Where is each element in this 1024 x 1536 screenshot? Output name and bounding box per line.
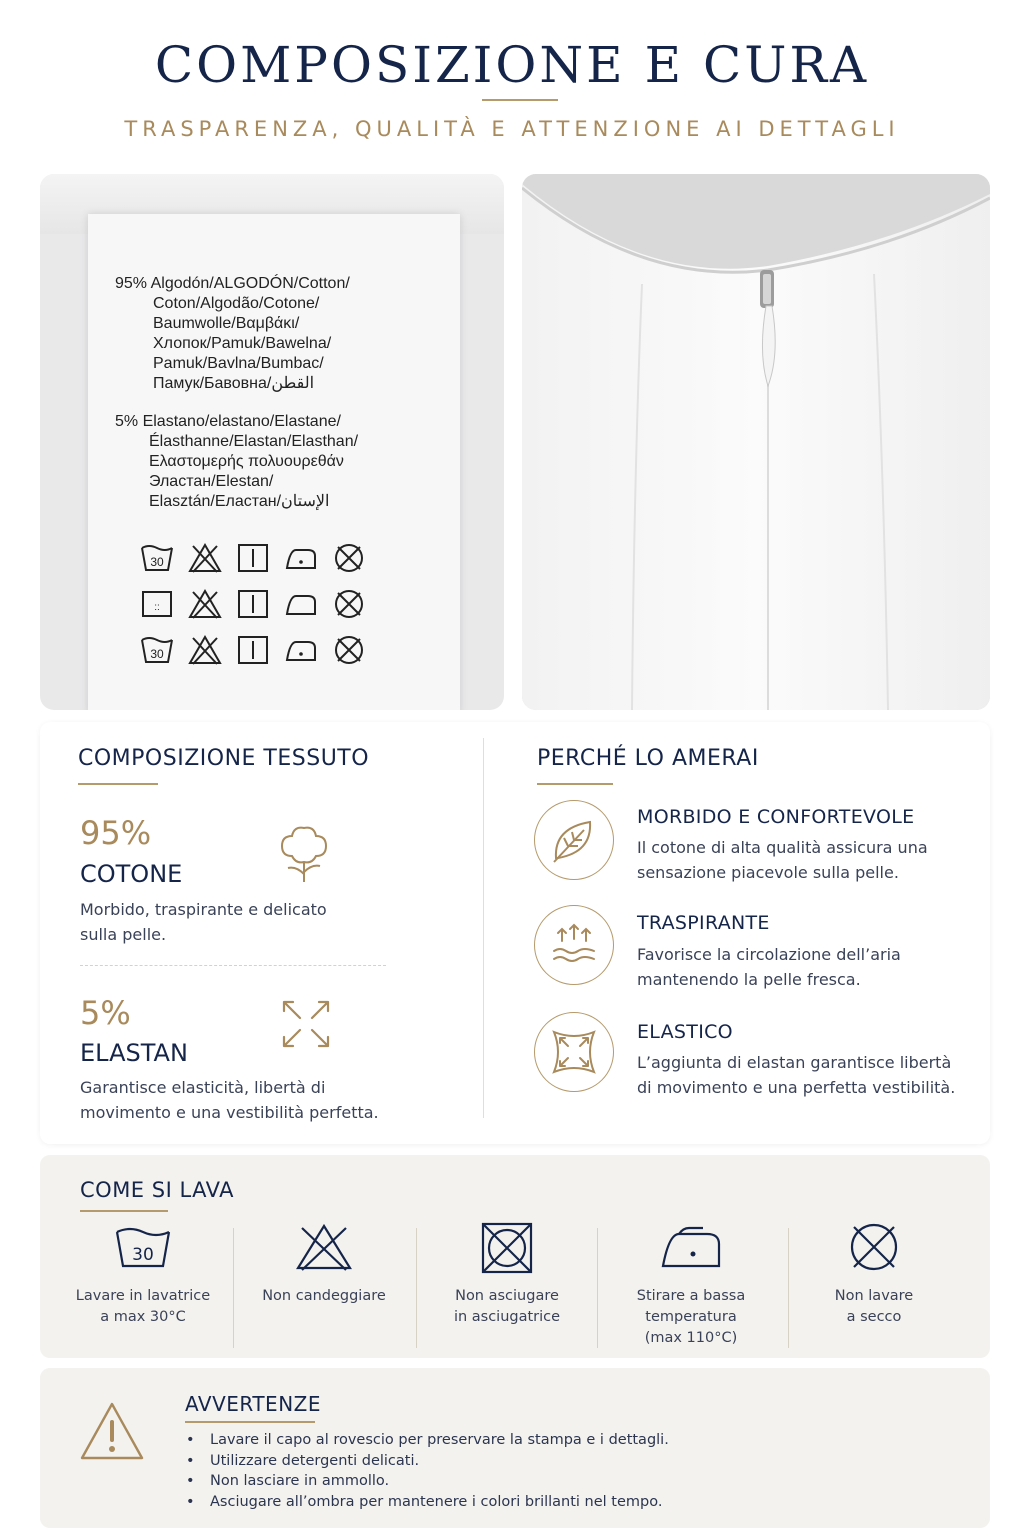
warnings-heading: AVVERTENZE — [185, 1392, 321, 1416]
wash-instruction — [244, 1222, 404, 1307]
cotton-flower-icon — [274, 822, 334, 884]
desc-line: L’aggiunta di elastan garantisce libertà — [637, 1053, 952, 1072]
line-dry-icon — [236, 542, 270, 574]
label-line: Хлопок/Pamuk/Bawelna/ — [153, 335, 332, 352]
zipper-photo — [522, 174, 990, 710]
warning-item: • Utilizzare detergenti delicati. — [186, 1451, 669, 1472]
wash-label: in asciugatrice — [453, 1309, 561, 1325]
page-subtitle: TRASPARENZA, QUALITÀ E ATTENZIONE AI DETTAGLI — [124, 117, 900, 141]
wash-separator — [233, 1228, 234, 1348]
label-line: Coton/Algodão/Cotone/ — [153, 295, 320, 312]
heading-underline — [537, 783, 613, 785]
benefit-title: ELASTICO — [637, 1021, 733, 1043]
wash-label: Non asciugare — [455, 1288, 559, 1304]
zipper-illustration — [522, 174, 990, 710]
care-label-photo — [40, 174, 504, 710]
heading-underline — [80, 1210, 168, 1212]
svg-text:30: 30 — [150, 647, 164, 661]
cotton-name: COTONE — [80, 860, 183, 888]
wash-separator — [416, 1228, 417, 1348]
benefits-heading: PERCHÉ LO AMERAI — [537, 746, 759, 771]
warning-item: • Non lasciare in ammollo. — [186, 1471, 669, 1492]
wash-instruction — [62, 1222, 224, 1328]
label-line: 95% Algodón/ALGODÓN/Cotton/ — [115, 275, 350, 292]
label-line: Эластан/Elestan/ — [149, 473, 274, 490]
desc-line: sulla pelle. — [80, 925, 167, 944]
iron-icon — [284, 542, 318, 574]
label-care-symbols — [140, 542, 366, 680]
no-dry-clean-icon — [332, 634, 366, 666]
wash-label: Non candeggiare — [262, 1288, 386, 1304]
wash-separator — [788, 1228, 789, 1348]
hand-wash-icon — [140, 588, 174, 620]
elastane-name: ELASTAN — [80, 1039, 188, 1067]
line-dry-icon — [236, 634, 270, 666]
no-bleach-icon — [188, 588, 222, 620]
wash-heading: COME SI LAVA — [80, 1178, 235, 1202]
wash-label: Non lavare — [834, 1288, 914, 1304]
desc-line: Il cotone di alta qualità assicura una — [637, 838, 928, 857]
composition-heading: COMPOSIZIONE TESSUTO — [78, 746, 370, 771]
label-line: Pamuk/Bavlna/Bumbac/ — [153, 355, 324, 372]
wash-instruction — [428, 1222, 586, 1328]
heading-underline — [78, 783, 158, 785]
warning-triangle-icon — [78, 1400, 146, 1462]
desc-line: di movimento e una perfetta vestibilità. — [637, 1078, 956, 1097]
benefit-description — [637, 1050, 977, 1100]
line-dry-icon — [236, 588, 270, 620]
no-dry-clean-icon — [844, 1222, 904, 1272]
benefit-description — [637, 835, 967, 885]
desc-line: Morbido, traspirante e delicato — [80, 900, 327, 919]
desc-line: Favorisce la circolazione dell’aria — [637, 945, 901, 964]
svg-text:30: 30 — [150, 555, 164, 569]
label-line: Elasztán/Еластан/الإستان — [149, 493, 330, 510]
elastane-percent: 5% — [80, 994, 131, 1032]
heading-underline — [185, 1421, 315, 1423]
leaf-icon — [534, 800, 614, 880]
wash-30-icon — [140, 542, 174, 574]
benefit-description — [637, 942, 967, 992]
page-title: COMPOSIZIONE E CURA — [154, 36, 870, 94]
no-dry-clean-icon — [332, 588, 366, 620]
wash-label: (max 110°C) — [644, 1330, 738, 1346]
care-label-text — [115, 274, 445, 512]
cotton-description — [80, 897, 327, 947]
warnings-list — [186, 1430, 669, 1512]
warning-item: • Asciugare all’ombra per mantenere i colori brillanti nel tempo. — [186, 1492, 669, 1513]
benefit-title: MORBIDO E CONFORTEVOLE — [637, 806, 915, 828]
wash-label: a max 30°C — [100, 1309, 186, 1325]
iron-icon — [284, 588, 318, 620]
title-divider — [482, 99, 558, 101]
composition-divider — [80, 965, 386, 966]
iron-low-icon — [659, 1222, 723, 1272]
iron-icon — [284, 634, 318, 666]
stretch-fabric-icon — [534, 1012, 614, 1092]
desc-line: mantenendo la pelle fresca. — [637, 970, 861, 989]
wash-instruction — [610, 1222, 772, 1349]
desc-line: movimento e una vestibilità perfetta. — [80, 1103, 379, 1122]
stretch-arrows-icon — [280, 998, 332, 1050]
label-line: Ελαστομερής πολυουρεθάν — [149, 453, 344, 470]
no-bleach-icon — [188, 542, 222, 574]
wash-separator — [597, 1228, 598, 1348]
elastane-description — [80, 1075, 379, 1125]
wash-label: Lavare in lavatrice — [75, 1288, 211, 1304]
wash-30-icon — [140, 634, 174, 666]
no-bleach-icon — [294, 1222, 354, 1272]
no-dry-clean-icon — [332, 542, 366, 574]
wash-30-icon — [113, 1222, 173, 1272]
warning-item: • Lavare il capo al rovescio per preservare la stampa e i dettagli. — [186, 1430, 669, 1451]
benefit-title: TRASPIRANTE — [637, 912, 770, 934]
label-line: Baumwolle/Βαμβάκι/ — [153, 315, 300, 332]
airflow-icon — [534, 905, 614, 985]
svg-text:30: 30 — [132, 1245, 154, 1265]
wash-label: temperatura — [645, 1309, 737, 1325]
wash-label: a secco — [846, 1309, 902, 1325]
panel-divider — [483, 738, 484, 1118]
desc-line: Garantisce elasticità, libertà di — [80, 1078, 326, 1097]
cotton-percent: 95% — [80, 814, 152, 852]
svg-text:::: :: — [154, 602, 160, 613]
no-tumble-dry-icon — [477, 1222, 537, 1276]
no-bleach-icon — [188, 634, 222, 666]
label-line: Élasthanne/Elastan/Elasthan/ — [149, 433, 359, 450]
wash-instruction — [796, 1222, 952, 1328]
label-line: Памук/Бавовна/القطن — [153, 375, 315, 392]
wash-label: Stirare a bassa — [636, 1288, 746, 1304]
desc-line: sensazione piacevole sulla pelle. — [637, 863, 899, 882]
label-line: 5% Elastano/elastano/Elastane/ — [115, 413, 341, 430]
